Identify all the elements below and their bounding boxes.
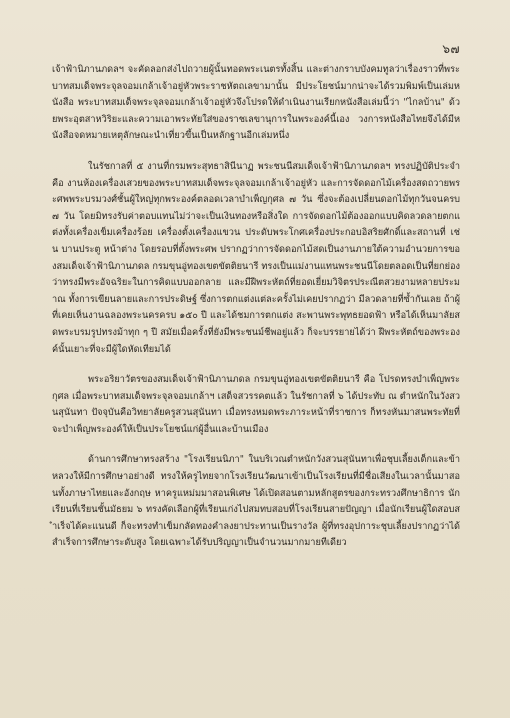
paragraph-gap bbox=[52, 358, 460, 372]
page-number: ๖๗ bbox=[442, 42, 460, 56]
paragraph-4: ด้านการศึกษาทรงสร้าง "โรงเรียนนิภา" ในบริเวณตำหนักวังสวนสุนันทาเพื่อชุบเลี้ยงเด็กและข้าหลวงให้มีการศึกษาอย่างดี ทรงให้ครูไทยจากโรงเรียนวัฒนาเข้าเป็นโรงเรียนที่มีชื่อเสียงในเวลานั้นมาสอนทั้งภาษาไทยและอังกฤษ หาครูแหม่มมาสอนพิเศษ ได้เปิดสอนตามหลักสูตรของกระทรวงศึกษาธิการ นักเรียนที่เรียนชั้นมัธยม ๖ ทรงคัดเลือกผู้ที่เรียนเก่งไปสมทบสอบที่โรงเรียนสายปัญญา เมื่อนักเรียนผู้ใดสอบสำเร็จได้คะแนนดี ก็จะทรงทำเข็มกลัดทองคำลงยาประทานเป็นรางวัล ผู้ที่ทรงอุปการะชุบเลี้ยงปรากฏว่าได้สำเร็จการศึกษาระดับสูง โดยเฉพาะได้รับปริญญาเป็นจำนวนมากมายทีเดียว bbox=[52, 454, 460, 549]
paragraph-gap bbox=[52, 438, 460, 452]
paragraph-2: ในรัชกาลที่ ๕ งานที่กรมพระสุทธาสินีนาฏ พระชนนีสมเด็จเจ้าฟ้านิภานภดลฯ ทรงปฏิบัติประจำ คือ งานห้องเครื่องเสวยของพระบาทสมเด็จพระจุลจอมเกล้าเจ้าอยู่หัว และการจัดดอกไม้เครื่องสดถวายพระศพพระบรมวงศ์ชั้นผู้ใหญ่ทุกพระองค์ตลอดเวลาบำเพ็ญกุศล ๗ วัน ซึ่งจะต้องเปลี่ยนดอกไม้ทุกวันจนครบ ๗ วัน โดยมิทรงรับค่าตอบแทนไม่ว่าจะเป็นเงินทองหรือสิ่งใด การจัดดอกไม้ต้องออกแบบคิดลวดลายตกแต่งทั้งเครื่องเข็มเครื่องร้อย เครื่องตั้งเครื่องแขวน ประดับพระโกศเครื่องประกอบอิสริยศักดิ์และสถานที่ เช่น บานประตู หน้าต่าง โดยรอบที่ตั้งพระศพ ปรากฏว่าการจัดดอกไม้สดเป็นงานภายใต้ความอำนวยการของสมเด็จเจ้าฟ้านิภานภดล กรมขุนอู่ทองเขตขัตติยนารี ทรงเป็นแม่งานแทนพระชนนีโดยตลอดเป็นที่ยกย่องว่าทรงมีพระอัจฉริยะในการคิดแบบออกลาย และมีฝีพระหัตถ์ที่ยอดเยี่ยมวิจิตรประณีตสวยงามหลายประมาณ ทั้งการเขียนลายและการประดิษฐ์ ซึ่งการตกแต่งแต่ละครั้งไม่เคยปรากฏว่า มีลวดลายที่ซ้ำกันเลย ถ้าผู้ที่เคยเห็นงานฉลองพระนครครบ ๑๕๐ ปี และได้ชมการตกแต่ง สะพานพระพุทธยอดฟ้า หรือได้เห็นมาลัยสดพระบรมรูปทรงม้าทุก ๆ ปี สมัยเมื่อครั้งที่ยังมีพระชนม์ชีพอยู่แล้ว ก็จะบรรยายได้ว่า ฝีพระหัตถ์ของพระองค์นั้นเยาะที่จะมีผู้ใดหัดเทียมได้ bbox=[52, 160, 460, 355]
paragraph-3: พระอริยาวัตรของสมเด็จเจ้าฟ้านิภานภดล กรมขุนอู่ทองเขตขัตติยนารี คือ โปรดทรงบำเพ็ญพระกุศล เมื่อพระบาทสมเด็จพระจุลจอมเกล้าฯ เสด็จสวรรคตแล้ว ในรัชกาลที่ ๖ ได้ประทับ ณ ตำหนักในวังสวนสุนันทา ปัจจุบันคือวิทยาลัยครูสวนสุนันทา เมื่อทรงหมดพระภาระหน้าที่ราชการ ก็ทรงหันมาสนพระทัยที่จะบำเพ็ญพระองค์ให้เป็นประโยชน์แก่ผู้อื่นและบ้านเมือง bbox=[52, 374, 460, 435]
paragraph-gap bbox=[52, 145, 460, 159]
body-text bbox=[52, 62, 460, 552]
paragraph-1: เจ้าฟ้านิภานภดลฯ จะคัดลอกส่งไปถวายผู้นั้นทอดพระเนตรทั้งสิ้น และต่างกราบบังคมทูลว่าเรื่องราวที่พระบาทสมเด็จพระจุลจอมเกล้าเจ้าอยู่หัวพระราชหัตถเลขามานั้น มีประโยชน์มากน่าจะได้รวมพิมพ์เป็นเล่มหนังสือ พระบาทสมเด็จพระจุลจอมเกล้าเจ้าอยู่หัวจึงโปรดให้ดำเนินงานเรียกหนังสือเล่มนี้ว่า "ไกลบ้าน" ด้วยพระอุตสาหวิริยะและความเอาพระทัยใส่ของราชเลขานุการในพระองค์นี้เอง วงการหนังสือไทยจึงได้มีหนังสือจดหมายเหตุลักษณะนำเที่ยวขึ้นเป็นหลักฐานอีกเล่มหนึ่ง bbox=[52, 64, 460, 142]
